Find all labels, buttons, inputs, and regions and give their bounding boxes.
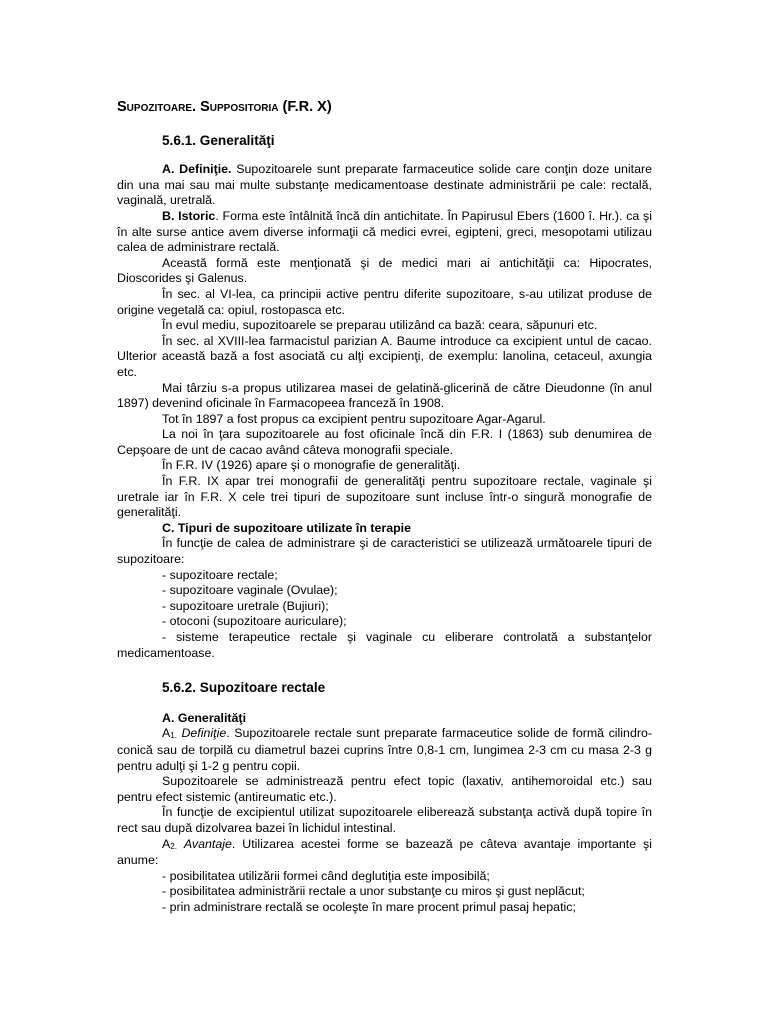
document-title: Supozitoare. Suppositoria (F.R. X) — [117, 99, 332, 115]
a1-label: A — [162, 726, 171, 741]
paragraph: În funcţie de excipientul utilizat supozitoarele eliberează substanţa activă după topire în rect sau după dizolvarea bazei în lichidul intestinal. — [117, 805, 652, 835]
definitie-label: A. Definiţie. — [162, 162, 232, 177]
paragraph: Mai târziu s-a propus utilizarea masei de gelatină-glicerină de către Dieudonne (în anul 1897) devenind oficinale în Farmacopeea franceză în 1908. — [117, 380, 652, 411]
paragraph: În sec. al VI-lea, ca principii active pentru diferite supozitoare, s-au utilizat produse de origine vegetală ca: opiul, rostopasca etc. — [117, 286, 652, 317]
a1-subscript: 1. — [170, 731, 177, 741]
paragraph: La noi în ţara supozitoarele au fost oficinale încă din F.R. I (1863) sub denumirea de Cepşoare de unt de cacao având câteva monografii speciale. — [117, 427, 652, 457]
a2-italic: Avantaje — [183, 836, 232, 851]
paragraph: Această formă este menţionată şi de medici mari ai antichităţii ca: Hipocrates, Dioscorides şi Galenus. — [117, 255, 652, 286]
tipuri-label: C. Tipuri de supozitoare utilizate în terapie — [162, 520, 411, 535]
section-heading-generalitati: 5.6.1. Generalităţi — [162, 132, 275, 148]
paragraph-definitie — [117, 162, 652, 209]
paragraph-a1-definitie — [117, 726, 652, 774]
a2-text: . Utilizarea acestei forme se bazează pe câteva avantaje importante şi anume: — [117, 836, 652, 868]
section-heading-supozitoare-rectale: 5.6.2. Supozitoare rectale — [162, 680, 326, 696]
paragraph: În F.R. IX apar trei monografii de generalităţi pentru supozitoare rectale, vaginale şi uretrale iar în F.R. X cele trei tipuri de supozitoare sunt incluse într-o singură monografie de generalităţi. — [117, 474, 652, 520]
list-item: - prin administrare rectală se ocoleşte în mare procent primul pasaj hepatic; — [162, 899, 576, 914]
list-item: - posibilitatea utilizării formei când deglutiţia este imposibilă; — [162, 868, 490, 883]
paragraph-istoric — [117, 209, 652, 256]
a1-italic: Definiţie — [181, 726, 227, 741]
subheading-generalitati — [117, 711, 652, 727]
list-item: - supozitoare rectale; — [162, 567, 278, 582]
list-item: - posibilitatea administrării rectale a unor substanţe cu miros şi gust neplăcut; — [162, 884, 585, 899]
paragraph: În evul mediu, supozitoarele se preparau utilizând ca bază: ceara, săpunuri etc. — [162, 318, 598, 333]
paragraph-a2-avantaje — [117, 837, 652, 869]
a2-subscript: 2. — [170, 841, 177, 851]
paragraph: Supozitoarele se administrează pentru efect topic (laxativ, antihemoroidal etc.) sau pentru efect sistemic (antireumatic etc.). — [117, 774, 652, 804]
paragraph: Tot în 1897 a fost propus ca excipient pentru supozitoare Agar-Agarul. — [162, 411, 546, 426]
list-item: - supozitoare vaginale (Ovulae); — [162, 583, 338, 598]
document-body — [117, 100, 652, 916]
definitie-text: Supozitoarele sunt preparate farmaceutice solide care conţin doze unitare din una mai sau mai multe substanţe medicamentoase destinate administrării pe cale: rectală, vaginală, uretrală. — [117, 162, 652, 208]
paragraph-tipuri-heading — [117, 521, 652, 537]
a1-text: . Supozitoarele rectale sunt preparate farmaceutice solide de formă cilindro-conică sau de torpilă cu diametrul bazei cuprins între 0,8-1 cm, lungimea 2-3 cm cu masa 2-3 g pentru adulţi şi 1-2 g pentru copii. — [117, 726, 652, 773]
list-item: - sisteme terapeutice rectale şi vaginale cu eliberare controlată a substanţelor medicamentoase. — [117, 630, 652, 660]
paragraph: În F.R. IV (1926) apare şi o monografie de generalităţi. — [162, 458, 461, 473]
istoric-label: B. Istoric — [162, 208, 216, 223]
a2-label: A — [162, 836, 171, 851]
paragraph: În sec. al XVIII-lea farmacistul parizian A. Baume introduce ca excipient untul de cacao. Ulterior această bază a fost asociată cu alţi excipienţi, de exemplu: lanolina, cetaceul, axungia etc. — [117, 333, 652, 379]
paragraph-tipuri-intro: În funcţie de calea de administrare şi de caracteristici se utilizează următoarele tipuri de supozitoare: — [117, 536, 652, 567]
generalitati-label: A. Generalităţi — [162, 710, 247, 725]
list-item: - supozitoare uretrale (Bujiuri); — [162, 598, 329, 613]
list-item: - otoconi (supozitoare auriculare); — [162, 614, 347, 629]
istoric-text: . Forma este întâlnită încă din antichitate. În Papirusul Ebers (1600 î. Hr.). ca şi în alte surse antice avem diverse informaţii că medici evrei, egipteni, greci, mesopotami utilizau calea de administrare rectală. — [117, 208, 652, 255]
